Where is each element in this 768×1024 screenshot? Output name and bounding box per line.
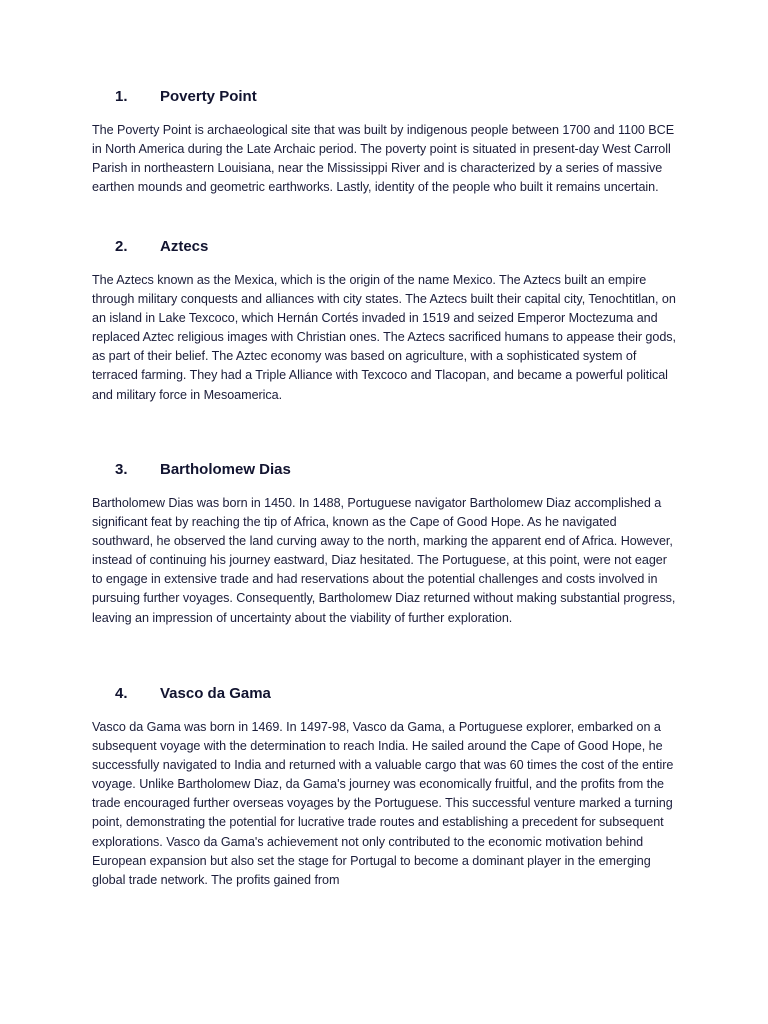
section-paragraph: The Poverty Point is archaeological site that was built by indigenous people between 1700 and 1100 BCE in North America during the Late Archaic period. The poverty point is situated in present-day West Carroll Parish in northeastern Louisiana, near the Mississippi River and is characterized by a series of massive earthen mounds and geometric earthworks. Lastly, identity of the people who built it remains uncertain. <box>92 123 675 195</box>
section-title: Aztecs <box>160 238 209 255</box>
section-number: 3. <box>115 461 128 478</box>
section-heading <box>92 460 678 480</box>
section-title: Bartholomew Dias <box>160 461 291 478</box>
section-title: Vasco da Gama <box>160 685 271 702</box>
section-number: 2. <box>115 238 128 255</box>
section-heading <box>92 87 678 107</box>
section-paragraph: Bartholomew Dias was born in 1450. In 1488, Portuguese navigator Bartholomew Diaz accomplished a significant feat by reaching the tip of Africa, known as the Cape of Good Hope. As he navigated southward, he observed the land curving away to the north, marking the apparent end of Africa. However, instead of continuing his journey eastward, Diaz hesitated. The Portuguese, at this point, were not eager to engage in extensive trade and had reservations about the potential challenges and costs involved in pursuing further voyages. Consequently, Bartholomew Diaz returned without making substantial progress, leaving an impression of uncertainty about the viability of further exploration. <box>92 496 676 625</box>
section-number: 1. <box>115 88 128 105</box>
section-bartholomew-dias <box>92 460 678 628</box>
section-vasco-da-gama <box>92 684 678 890</box>
section-aztecs <box>92 237 678 405</box>
section-paragraph: Vasco da Gama was born in 1469. In 1497-98, Vasco da Gama, a Portuguese explorer, embarked on a subsequent voyage with the determination to reach India. He sailed around the Cape of Good Hope, he successfully navigated to India and returned with a valuable cargo that was 60 times the cost of the entire voyage. Unlike Bartholomew Diaz, da Gama's journey was economically fruitful, and the profits from the trade encouraged further overseas voyages by the Portuguese. This successful venture marked a turning point, demonstrating the potential for lucrative trade routes and establishing a precedent for subsequent explorations. Vasco da Gama's achievement not only contributed to the economic motivation behind European expansion but also set the stage for Portugal to become a dominant player in the emerging global trade network. The profits gained from <box>92 720 674 887</box>
section-title: Poverty Point <box>160 88 257 105</box>
section-paragraph: The Aztecs known as the Mexica, which is the origin of the name Mexico. The Aztecs built an empire through military conquests and alliances with city states. The Aztecs built their capital city, Tenochtitlan, on an island in Lake Texcoco, which Hernán Cortés invaded in 1519 and seized Emperor Moctezuma and replaced Aztec religious images with Christian ones. The Aztecs sacrificed humans to appease their gods, as part of their belief. The Aztec economy was based on agriculture, with a sophisticated system of terraced farming. They had a Triple Alliance with Texcoco and Tlacopan, and became a powerful political and military force in Mesoamerica. <box>92 273 676 402</box>
section-heading <box>92 237 678 257</box>
section-poverty-point <box>92 87 678 197</box>
section-number: 4. <box>115 685 128 702</box>
section-heading <box>92 684 678 704</box>
